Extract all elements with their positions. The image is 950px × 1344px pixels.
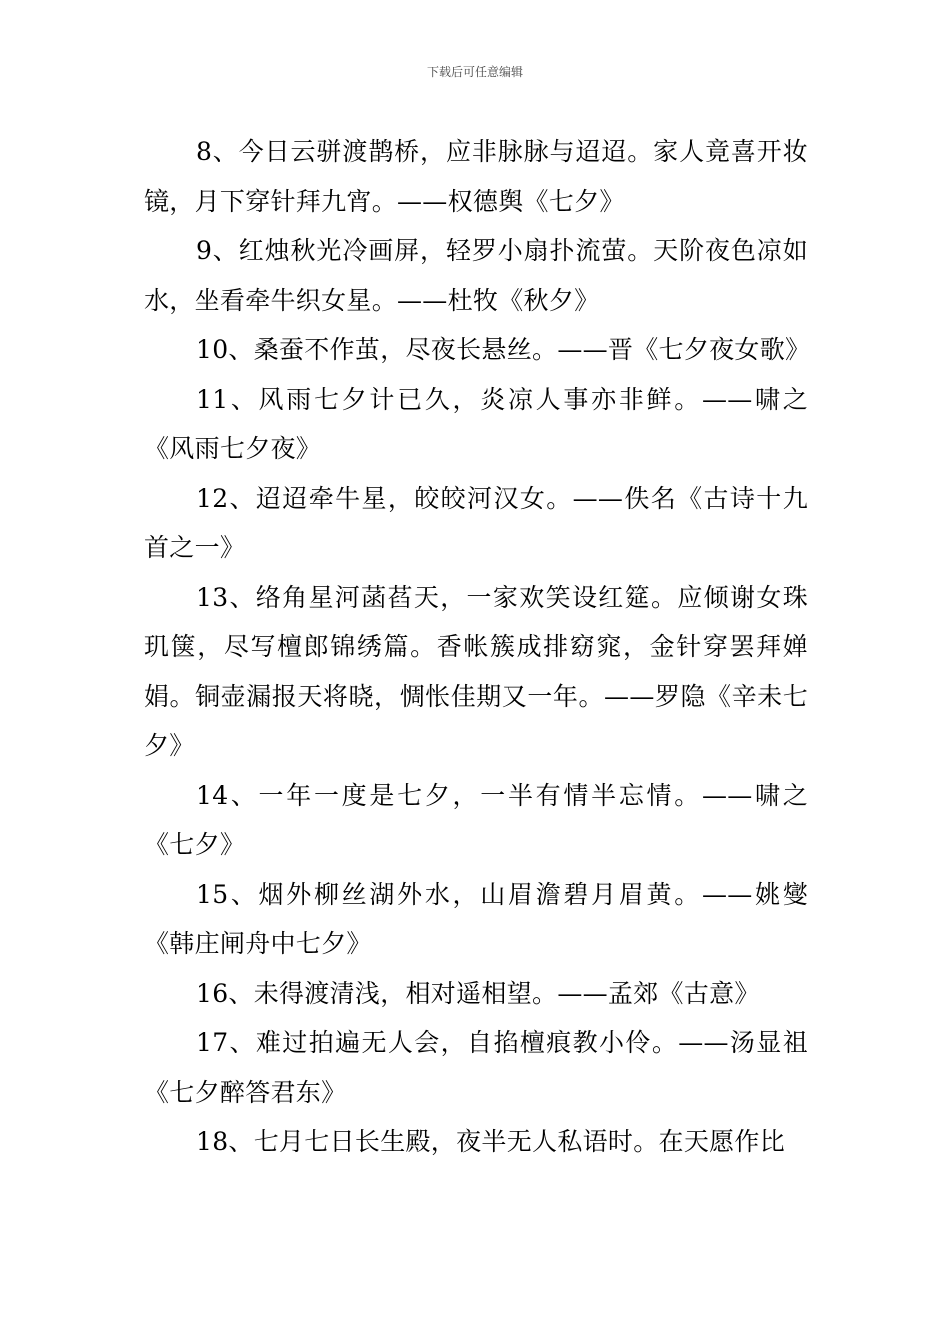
poem-quote-17: 17、难过拍遍无人会，自掐檀痕教小伶。——汤显祖《七夕醉答君东》 bbox=[144, 1028, 808, 1107]
poem-quote-10: 10、桑蚕不作茧，尽夜长悬丝。——晋《七夕夜女歌》 bbox=[196, 335, 811, 364]
poem-quote-8: 8、今日云骈渡鹊桥，应非脉脉与迢迢。家人竟喜开妆镜，月下穿针拜九宵。——权德舆《七夕》 bbox=[144, 137, 808, 216]
poem-quote-9: 9、红烛秋光冷画屏，轻罗小扇扑流萤。天阶夜色凉如水，坐看牵牛织女星。——杜牧《秋夕》 bbox=[144, 236, 808, 315]
poem-quote-11: 11、风雨七夕计已久，炎凉人事亦非鲜。——啸之《风雨七夕夜》 bbox=[144, 384, 808, 463]
poem-quote-18: 18、七月七日长生殿，夜半无人私语时。在天愿作比 bbox=[196, 1127, 786, 1156]
poem-quote-13: 13、络角星河菡萏天，一家欢笑设红筵。应倾谢女珠玑箧，尽写檀郎锦绣篇。香帐簇成排窈窕，金针穿罢拜婵娟。铜壶漏报天将晓，惆怅佳期又一年。——罗隐《辛未七夕》 bbox=[144, 582, 808, 760]
page-header: 下载后可任意编辑 bbox=[426, 65, 523, 79]
poem-quote-16: 16、未得渡清浅，相对遥相望。——孟郊《古意》 bbox=[196, 978, 760, 1008]
document-body bbox=[144, 127, 811, 1167]
poem-quote-15: 15、烟外柳丝湖外水，山眉澹碧月眉黄。——姚燮《韩庄闸舟中七夕》 bbox=[144, 879, 808, 958]
poem-quote-12: 12、迢迢牵牛星，皎皎河汉女。——佚名《古诗十九首之一》 bbox=[144, 483, 808, 562]
poem-quote-14: 14、一年一度是七夕，一半有情半忘情。——啸之《七夕》 bbox=[144, 780, 808, 859]
